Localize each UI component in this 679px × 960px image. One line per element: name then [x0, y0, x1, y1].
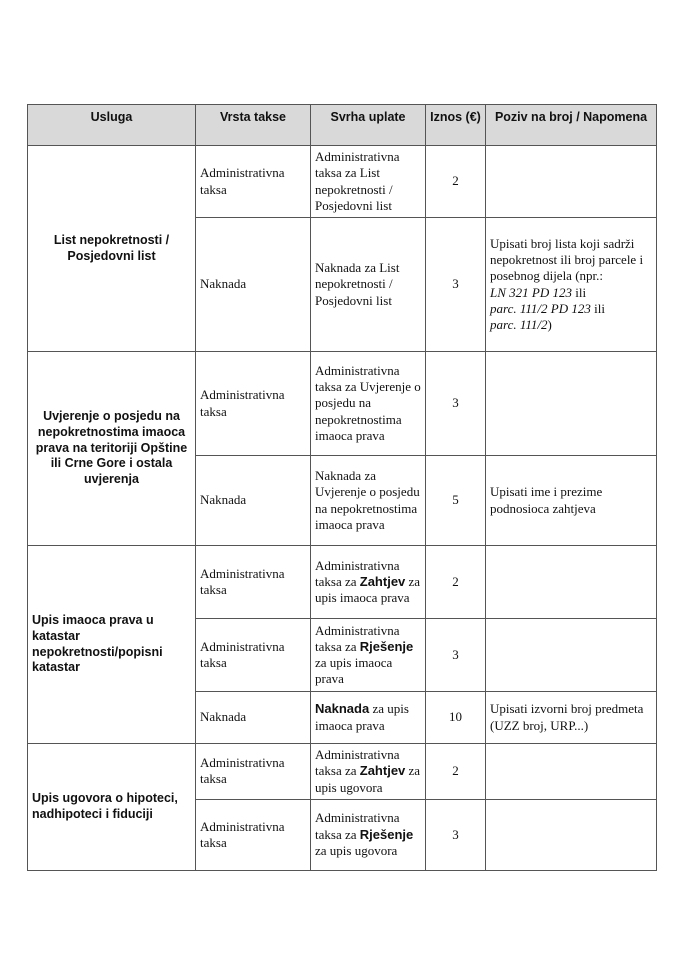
note-text: ili: [590, 300, 605, 316]
note-cell: [486, 619, 657, 692]
purpose-text: Administrativna taksa za: [315, 622, 400, 654]
note-text: ili: [571, 284, 587, 300]
note-cell: [486, 218, 657, 352]
purpose-text: za upis ugovora: [315, 763, 421, 795]
purpose-emphasis: Naknada: [315, 701, 370, 717]
purpose-text: Administrativna taksa za: [315, 557, 400, 589]
header-service: Usluga: [28, 105, 196, 146]
purpose-cell: Naknada za Uvjerenje o posjedu na nepokretnostima imaoca prava: [311, 456, 426, 546]
amount-cell: 2: [426, 546, 486, 619]
purpose-text: za upis imaoca prava: [315, 573, 421, 606]
fee-type-cell: Administrativna taksa: [196, 744, 311, 800]
fee-type-cell: Naknada: [196, 218, 311, 352]
fee-type-cell: Administrativna taksa: [196, 546, 311, 619]
fee-type-cell: Naknada: [196, 692, 311, 744]
amount-cell: 3: [426, 799, 486, 870]
purpose-text: Administrativna taksa za: [315, 747, 400, 779]
purpose-text: za upis ugovora: [315, 842, 398, 858]
header-row: [28, 105, 657, 146]
service-cell: Upis ugovora o hipoteci, nadhipoteci i fiduciji: [28, 744, 196, 871]
amount-cell: 2: [426, 146, 486, 218]
amount-cell: 3: [426, 218, 486, 352]
table-row: [28, 546, 657, 619]
note-cell: [486, 352, 657, 456]
note-cell: Upisati izvorni broj predmeta (UZZ broj, URP...): [486, 692, 657, 744]
purpose-text: za upis imaoca prava: [315, 701, 409, 733]
note-example: LN 321 PD 123: [490, 284, 572, 300]
purpose-cell: Naknada za List nepokretnosti / Posjedovni list: [311, 218, 426, 352]
purpose-emphasis: Zahtjev: [359, 763, 406, 779]
header-purpose: Svrha uplate: [311, 105, 426, 146]
purpose-cell: [311, 799, 426, 870]
fee-type-cell: Administrativna taksa: [196, 619, 311, 692]
fee-type-cell: Naknada: [196, 456, 311, 546]
note-cell: [486, 146, 657, 218]
note-cell: [486, 799, 657, 870]
amount-cell: 2: [426, 744, 486, 800]
service-cell: Uvjerenje o posjedu na nepokretnostima imaoca prava na teritoriji Opštine ili Crne Gore i ostala uvjerenja: [28, 352, 196, 546]
purpose-text: Administrativna taksa za: [315, 810, 400, 842]
note-cell: [486, 744, 657, 800]
note-example: parc. 111/2 PD 123: [490, 300, 591, 316]
purpose-cell: [311, 619, 426, 692]
table-row: [28, 146, 657, 218]
purpose-cell: [311, 744, 426, 800]
header-reference: Poziv na broj / Napomena: [486, 105, 657, 146]
purpose-emphasis: Rješenje: [359, 638, 414, 654]
amount-cell: 3: [426, 619, 486, 692]
amount-cell: 10: [426, 692, 486, 744]
purpose-cell: [311, 546, 426, 619]
note-example: parc. 111/2: [490, 317, 548, 332]
table-row: [28, 352, 657, 456]
purpose-cell: Administrativna taksa za List nepokretnosti / Posjedovni list: [311, 146, 426, 218]
note-text: Upisati broj lista koji sadrži nepokretnost ili broj parcele i posebnog dijela (npr.:: [490, 235, 644, 284]
header-amount: Iznos (€): [426, 105, 486, 146]
note-text: ): [547, 317, 552, 332]
service-cell: List nepokretnosti / Posjedovni list: [28, 146, 196, 352]
fee-type-cell: Administrativna taksa: [196, 352, 311, 456]
fees-table: [27, 104, 657, 871]
amount-cell: 3: [426, 352, 486, 456]
purpose-cell: [311, 692, 426, 744]
fee-type-cell: Administrativna taksa: [196, 799, 311, 870]
purpose-emphasis: Zahtjev: [359, 573, 406, 589]
fee-type-cell: Administrativna taksa: [196, 146, 311, 218]
purpose-emphasis: Rješenje: [359, 826, 414, 842]
note-cell: [486, 546, 657, 619]
purpose-cell: Administrativna taksa za Uvjerenje o posjedu na nepokretnostima imaoca prava: [311, 352, 426, 456]
purpose-text: za upis imaoca prava: [315, 655, 393, 687]
amount-cell: 5: [426, 456, 486, 546]
note-cell: Upisati ime i prezime podnosioca zahtjeva: [486, 456, 657, 546]
service-cell: Upis imaoca prava u katastar nepokretnosti/popisni katastar: [28, 546, 196, 744]
header-fee-type: Vrsta takse: [196, 105, 311, 146]
table-row: [28, 744, 657, 800]
